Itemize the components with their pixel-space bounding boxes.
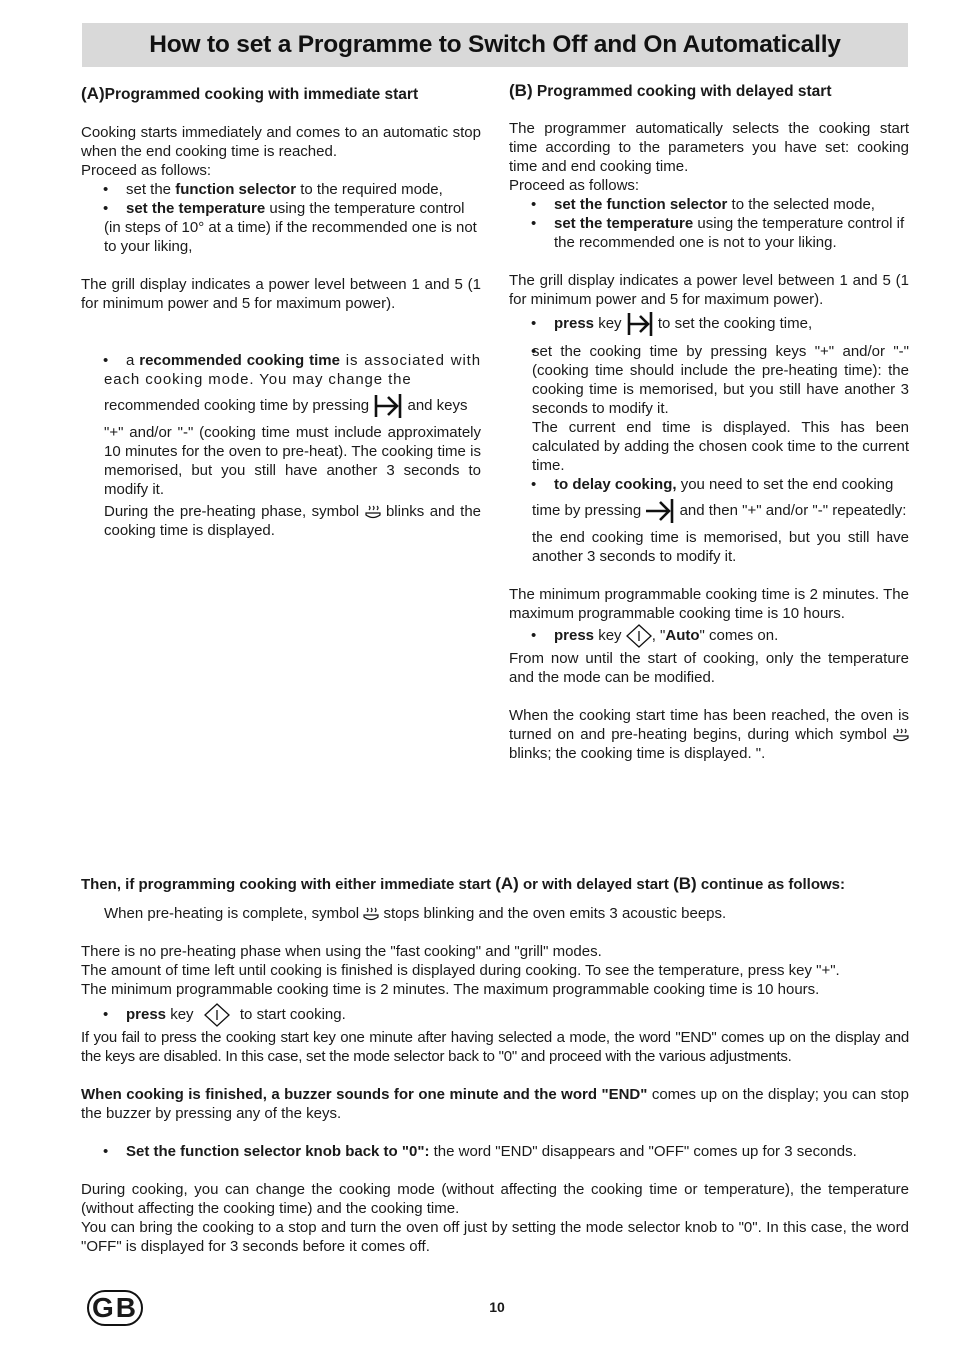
section-b-from-now: From now until the start of cooking, only the temperature and the mode can be modified.	[509, 650, 909, 686]
section-a-grill: The grill display indicates a power level between 1 and 5 (1 for minimum power and 5 for maximum power).	[81, 276, 481, 312]
section-b-title: Programmed cooking with delayed start	[536, 83, 832, 100]
section-b	[509, 80, 909, 763]
preheat-complete: When pre-heating is complete, symbol stops blinking and the oven emits 3 acoustic beeps.	[104, 905, 727, 922]
section-a-bullet-2: • set the temperature using the temperature control (in steps of 10° at a time) if the recommended one is not to your liking,	[81, 199, 481, 256]
section-b-heading	[509, 80, 909, 102]
section-a-label: (A)	[81, 84, 105, 103]
section-b-label: (B)	[509, 81, 533, 100]
section-b-grill: The grill display indicates a power level between 1 and 5 (1 for minimum power and 5 for maximum power).	[509, 272, 909, 308]
section-b-bullet-4-cont: The current end time is displayed. This has been calculated by adding the chosen cook time to the current time.	[532, 419, 909, 474]
duration-key-icon	[373, 392, 403, 420]
stop-note: You can bring the cooking to a stop and turn the oven off just by setting the mode selector knob to "0". In this case, the word "OFF" is displayed for 3 seconds before it comes off.	[81, 1219, 909, 1255]
preheat-symbol-icon	[365, 505, 381, 520]
duration-key-icon	[626, 311, 654, 337]
page-number: 10	[489, 1299, 505, 1315]
bottom-minmax: The minimum programmable cooking time is 2 minutes. The maximum programmable cooking time is 10 hours.	[81, 981, 820, 998]
continue-section	[81, 873, 909, 1256]
during-note: During cooking, you can change the cooking mode (without affecting the cooking time or temperature), the temperature (without affecting the cooking time) and the cooking time.	[81, 1181, 909, 1217]
section-a-bullet-1: • set the function selector to the required mode,	[81, 180, 481, 199]
section-b-bullet-4: • set the cooking time by pressing keys "+" and/or "-" (cooking time should include the pre-heating time): the cooking time is memorised, but you still have another 3 seconds to modify it.	[509, 342, 909, 418]
finished-note: When cooking is finished, a buzzer sounds for one minute and the word "END" comes up on the display; you can stop the buzzer by pressing any of the keys.	[81, 1086, 909, 1122]
section-b-bullet-1: • set the function selector to the selected mode,	[509, 195, 909, 214]
title-banner	[82, 23, 908, 67]
section-a-intro: Cooking starts immediately and comes to an automatic stop when the end cooking time is reached.	[81, 124, 481, 160]
section-a-preheat: During the pre-heating phase, symbol blinks and the cooking time is displayed.	[104, 503, 481, 539]
preheat-symbol-icon	[363, 907, 379, 922]
section-b-bullet-5-line: time by pressing and then "+" and/or "-" repeatedly:	[509, 494, 909, 528]
section-a-title: Programmed cooking with immediate start	[104, 86, 419, 103]
page-title: How to set a Programme to Switch Off and On Automatically	[149, 31, 841, 58]
section-a-bullet-3-rest: "+" and/or "-" (cooking time must include approximately 10 minutes for the oven to pre-heat). The cooking time is memorised, but you still have another 3 seconds to modify it.	[104, 424, 481, 498]
section-b-intro: The programmer automatically selects the cooking start time according to the parameters you have set: cooking time and end cooking time.	[509, 120, 909, 175]
no-preheat: There is no pre-heating phase when using the "fast cooking" and "grill" modes.	[81, 943, 602, 960]
press-start-bullet: • press key to start cooking.	[81, 1002, 909, 1028]
section-b-start-time: When the cooking start time has been reached, the oven is turned on and pre-heating begins, during which symbol blinks; the cooking time is displayed. ".	[509, 707, 909, 762]
section-b-bullet-5: • to delay cooking, you need to set the end cooking	[509, 475, 909, 494]
section-b-proceed: Proceed as follows:	[509, 177, 640, 194]
section-b-bullet-5-rest: the end cooking time is memorised, but you still have another 3 seconds to modify it.	[532, 529, 909, 565]
preheat-symbol-icon	[893, 728, 909, 743]
end-time-key-icon	[645, 498, 675, 524]
language-badge: GB	[87, 1290, 143, 1326]
continue-heading: Then, if programming cooking with either immediate start (A) or with delayed start (B) continue as follows:	[81, 874, 846, 893]
start-key-icon	[204, 1003, 230, 1027]
start-key-icon	[626, 624, 652, 648]
time-left: The amount of time left until cooking is finished is displayed during cooking. To see the temperature, press key "+".	[81, 962, 840, 979]
section-a-bullet-3: • a recommended cooking time is associated with each cooking mode. You may change the	[81, 351, 481, 389]
section-a-bullet-3-line: recommended cooking time by pressing and keys	[81, 389, 481, 423]
fail-note: If you fail to press the cooking start key one minute after having selected a mode, the word "END" comes up on the display and the keys are disabled. In this case, set the mode selector back to "0" and proceed with the various adjustments.	[81, 1029, 909, 1065]
section-a-heading	[81, 82, 481, 106]
section-b-bullet-2: • set the temperature using the temperature control if the recommended one is not to your liking.	[509, 214, 909, 252]
section-b-bullet-6: • press key , "Auto" comes on.	[509, 623, 909, 649]
knob-bullet: • Set the function selector knob back to "0": the word "END" disappears and "OFF" comes up for 3 seconds.	[81, 1142, 909, 1161]
section-b-bullet-3: • press key to set the cooking time,	[509, 309, 909, 339]
section-a-proceed: Proceed as follows:	[81, 162, 212, 179]
section-a	[81, 82, 481, 540]
section-b-minmax: The minimum programmable cooking time is 2 minutes. The maximum programmable cooking time is 10 hours.	[509, 586, 909, 622]
